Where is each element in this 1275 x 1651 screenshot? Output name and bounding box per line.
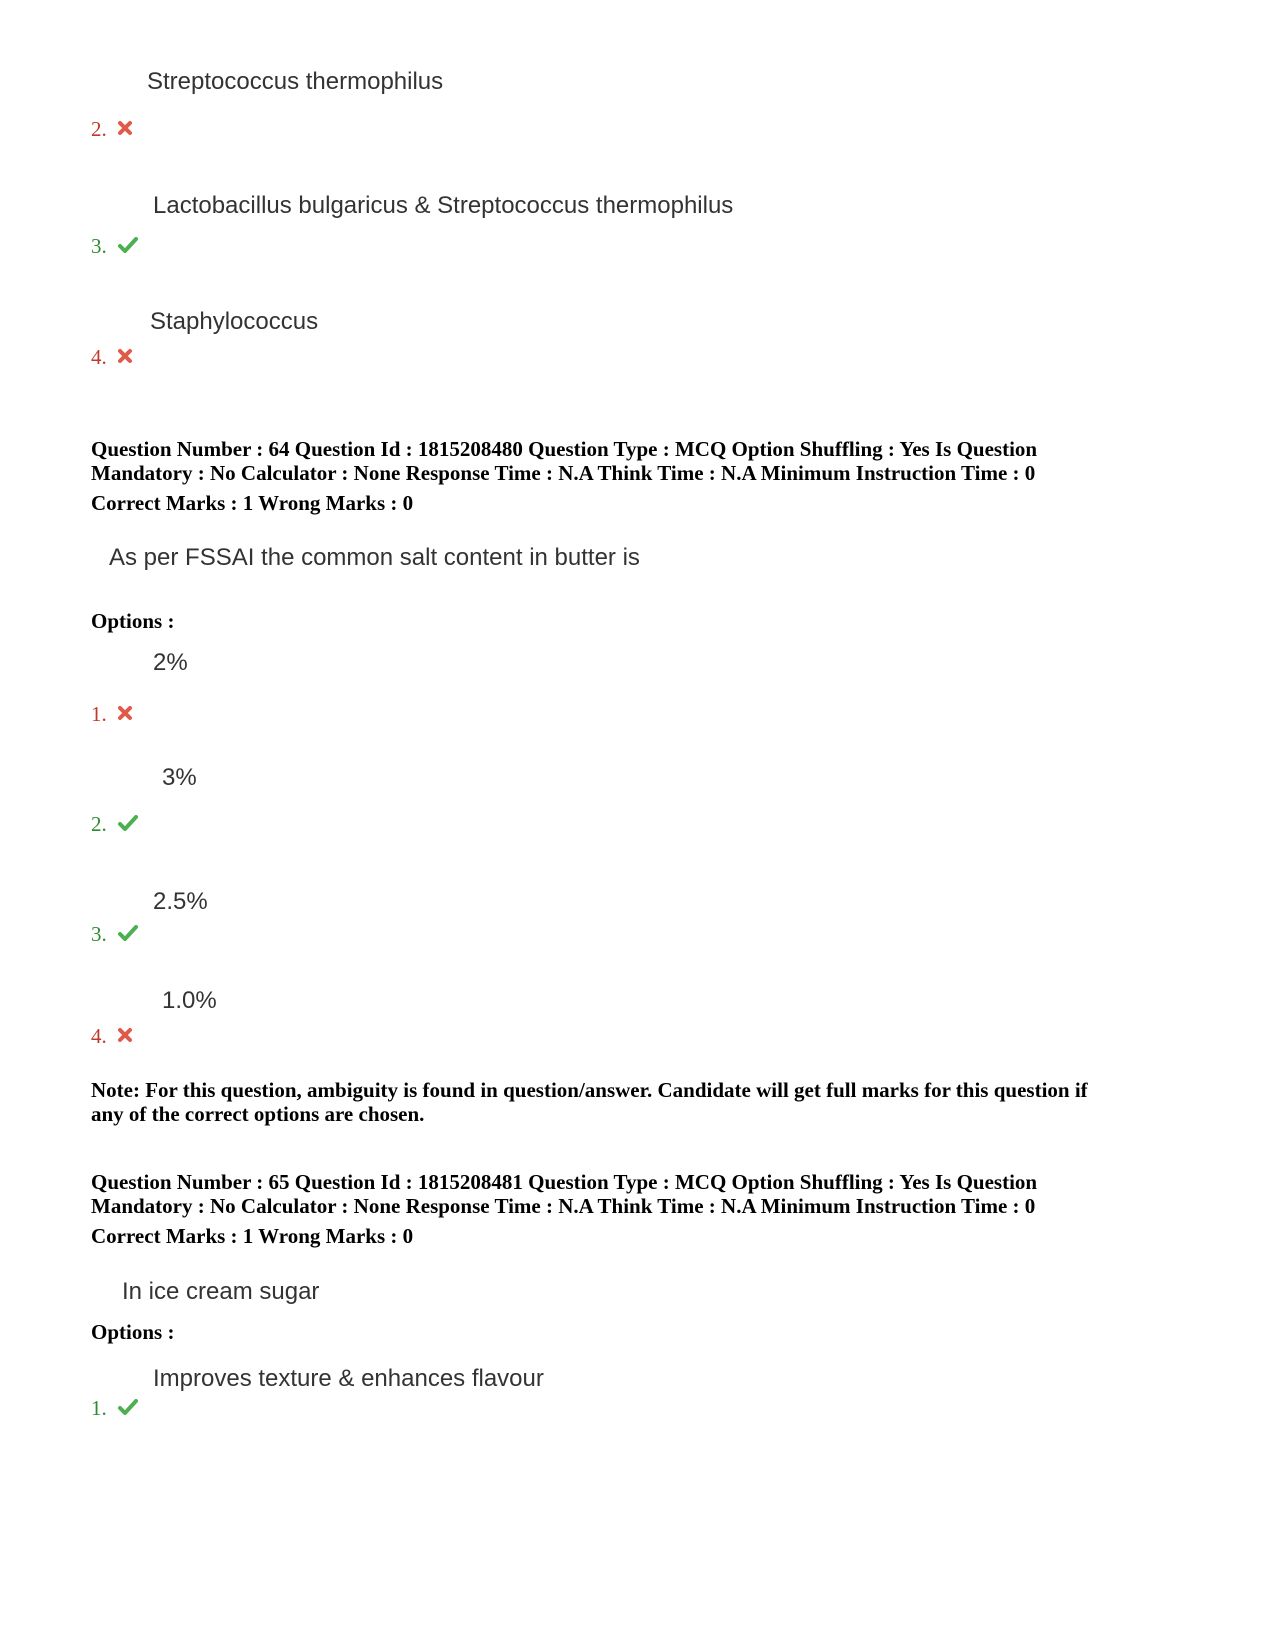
- option-number: [91, 812, 139, 837]
- options-label: Options :: [91, 1320, 175, 1344]
- option-text: Lactobacillus bulgaricus & Streptococcus thermophilus: [153, 192, 734, 219]
- note-line1: Note: For this question, ambiguity is found in question/answer. Candidate will get full marks for this question if: [91, 1078, 1088, 1102]
- option-number-label: 2.: [91, 812, 107, 836]
- option-number-label: 4.: [91, 345, 107, 369]
- check-icon: [117, 925, 139, 941]
- option-text: 2%: [153, 649, 188, 676]
- option-number: [91, 345, 133, 370]
- option-number: [91, 922, 139, 947]
- cross-icon: [117, 120, 133, 136]
- check-icon: [117, 815, 139, 831]
- check-icon: [117, 237, 139, 253]
- option-number: [91, 1024, 133, 1049]
- option-number: [91, 1396, 139, 1421]
- option-text: 1.0%: [162, 987, 217, 1014]
- option-text: Streptococcus thermophilus: [147, 68, 444, 95]
- question-text: In ice cream sugar: [122, 1278, 320, 1305]
- option-number-label: 4.: [91, 1024, 107, 1048]
- option-number-label: 1.: [91, 702, 107, 726]
- option-text: 2.5%: [153, 888, 208, 915]
- option-text: Improves texture & enhances flavour: [153, 1365, 544, 1392]
- options-label: Options :: [91, 609, 175, 633]
- cross-icon: [117, 1027, 133, 1043]
- note-line2: any of the correct options are chosen.: [91, 1102, 425, 1126]
- check-icon: [117, 1399, 139, 1415]
- question-text: As per FSSAI the common salt content in butter is: [109, 544, 640, 571]
- option-number-label: 3.: [91, 922, 107, 946]
- option-number: [91, 234, 139, 259]
- question-meta-line2: Mandatory : No Calculator : None Response Time : N.A Think Time : N.A Minimum Instruction Time : 0: [91, 461, 1036, 485]
- question-marks: Correct Marks : 1 Wrong Marks : 0: [91, 491, 414, 515]
- option-number: [91, 702, 133, 727]
- option-number: [91, 117, 133, 142]
- option-number-label: 1.: [91, 1396, 107, 1420]
- option-text: 3%: [162, 764, 197, 791]
- question-marks: Correct Marks : 1 Wrong Marks : 0: [91, 1224, 414, 1248]
- cross-icon: [117, 348, 133, 364]
- question-meta-line2: Mandatory : No Calculator : None Response Time : N.A Think Time : N.A Minimum Instruction Time : 0: [91, 1194, 1036, 1218]
- option-number-label: 3.: [91, 234, 107, 258]
- question-meta-line1: Question Number : 65 Question Id : 1815208481 Question Type : MCQ Option Shuffling : Yes Is Question: [91, 1170, 1038, 1194]
- option-text: Staphylococcus: [150, 308, 319, 335]
- cross-icon: [117, 705, 133, 721]
- question-meta-line1: Question Number : 64 Question Id : 1815208480 Question Type : MCQ Option Shuffling : Yes Is Question: [91, 437, 1038, 461]
- option-number-label: 2.: [91, 117, 107, 141]
